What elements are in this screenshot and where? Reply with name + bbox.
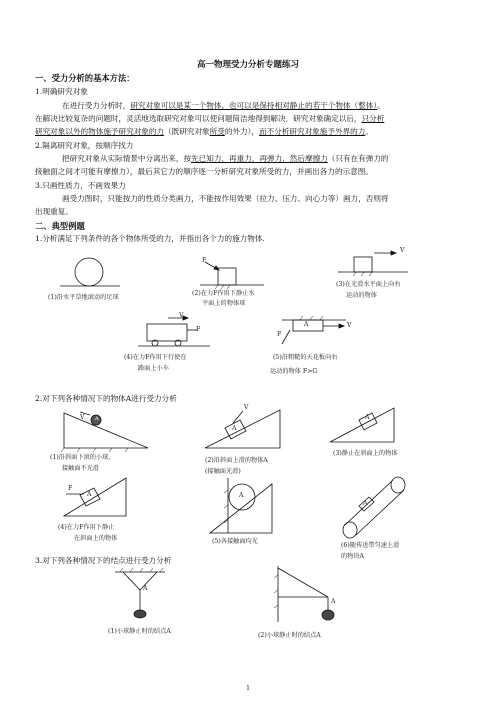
item3-line1: 画受力图时，只能按力的性质分类画力，不能按作用效果（拉力、压力、向心力等）画力，否则将 xyxy=(62,194,389,203)
caption-q2-4a: (4)在力F作用下静止 xyxy=(58,524,115,531)
text-span: 在解决比较复杂的问题时，灵活地选取研究对象可以使问题简洁地得到解决．研究对象确定以后， xyxy=(35,114,362,123)
caption-q1-5b: 运动的物体 F>G xyxy=(270,368,318,375)
underlined-text: 只分析 xyxy=(361,114,385,123)
text-span: 把研究对象从实际情景中分离出来，按 xyxy=(62,154,192,163)
caption-q2-3: (3)静止在斜面上的物体 xyxy=(333,450,398,457)
block-label: A xyxy=(363,500,368,507)
node-label: A xyxy=(143,585,148,592)
caption-q2-5: (5)各接触面均光 xyxy=(212,538,258,545)
caption-q1-2b: 平面上的物体球 xyxy=(202,300,246,307)
caption-q1-1: (1)沿水平草地滚动的足球 xyxy=(48,294,119,301)
force-label: F xyxy=(68,485,73,492)
block-label: A xyxy=(365,414,370,421)
page-title: 高一物理受力分析专题练习 xyxy=(196,60,299,70)
caption-q2-6b: 的物块A xyxy=(341,553,365,560)
velocity-label: V xyxy=(80,414,85,421)
text-span: 的外力）， xyxy=(224,127,260,136)
underlined-text: 研究对象以外的物体施予研究对象的力 xyxy=(35,127,165,136)
section1-heading: 一、受力分析的基本方法： xyxy=(35,73,135,83)
velocity-label: V xyxy=(400,247,405,254)
force-label: F xyxy=(196,326,201,333)
caption-q1-4a: (4)在力F作用下行使在 xyxy=(124,354,187,361)
question-1: 1.分析满足下列条件的各个物体所受的力，并指出各个力的施力物体. xyxy=(35,234,265,243)
question-3: 3.对下列各种情况下的结点进行受力分析 xyxy=(35,556,172,565)
underlined-text: 所受 xyxy=(209,127,225,136)
caption-q1-3b: 运动的物体 xyxy=(346,292,377,299)
text-span: 。 xyxy=(377,101,385,110)
question-2: 2.对下列各种情况下的物体A进行受力分析 xyxy=(35,394,177,403)
caption-q2-1b: 接触面不光滑 xyxy=(62,465,100,472)
ball-figure xyxy=(322,610,334,620)
rope xyxy=(123,572,140,590)
force-label: F xyxy=(277,331,282,338)
node-label: A xyxy=(331,598,336,605)
underlined-text: 研究对象可以是某一个物体，也可以是保持相对静止的若干个物体（整体） xyxy=(130,101,378,110)
ball-figure xyxy=(134,610,146,618)
block-label: A xyxy=(232,425,237,432)
item2-heading: 2.隔离研究对象，按顺序找力 xyxy=(35,141,134,150)
caption-q2-2a: (2)沿斜面上滑的物体A xyxy=(205,457,268,464)
section2-heading: 二、典型例题 xyxy=(35,221,85,231)
block-label: A xyxy=(87,491,92,498)
page-number: 1 xyxy=(246,685,250,692)
ball-label: A xyxy=(239,492,244,499)
caption-q1-3a: (3)在光滑水平面上向右 xyxy=(336,281,401,288)
underlined-text: 而不分析研究对象施予外界的力 xyxy=(259,127,366,136)
velocity-label: V xyxy=(179,312,184,319)
caption-q1-5a: (5)沿粗糙的天花板向右 xyxy=(273,354,338,361)
block-label: A xyxy=(304,321,309,328)
ball-label: A xyxy=(95,416,99,422)
text-span: （既研究对象 xyxy=(164,127,210,136)
force-label: F xyxy=(202,257,207,264)
caption-q2-4b: 在斜面上的物体 xyxy=(74,535,118,542)
velocity-label: V xyxy=(347,322,352,329)
caption-q3-1: (1)小球静止时的结点A xyxy=(108,628,171,635)
item2-line2: 接触面之间才可能有摩擦力），最后其它力的顺序逐一分析研究对象所受的力，并画出各力的示意图。 xyxy=(35,167,373,176)
caption-q1-4b: 路面上小车 xyxy=(138,365,169,372)
caption-q2-6a: (6)随传送带匀速上滑 xyxy=(341,542,400,549)
text-span: 在进行受力分析时， xyxy=(62,101,131,110)
item1-heading: 1.明确研究对象 xyxy=(35,87,88,96)
underlined-text: 先已知力，再重力，再弹力，然后摩擦力 xyxy=(191,154,328,163)
item3-line2: 出现重复。 xyxy=(35,207,73,216)
text-span: （只有在有弹力的 xyxy=(327,154,389,163)
rope xyxy=(278,568,328,597)
caption-q2-1a: (1)沿斜面下滚的小球, xyxy=(50,454,111,461)
caption-q2-2b: (接触面光滑) xyxy=(205,468,241,475)
caption-q3-2: (2)小球静止时的结点A xyxy=(258,632,321,639)
text-span: 。 xyxy=(365,127,373,136)
velocity-label: V xyxy=(244,404,249,411)
caption-q1-2a: (2)在力F作用下静止水 xyxy=(192,290,255,297)
item3-heading: 3.只画性质力，不画效果力 xyxy=(35,181,126,190)
